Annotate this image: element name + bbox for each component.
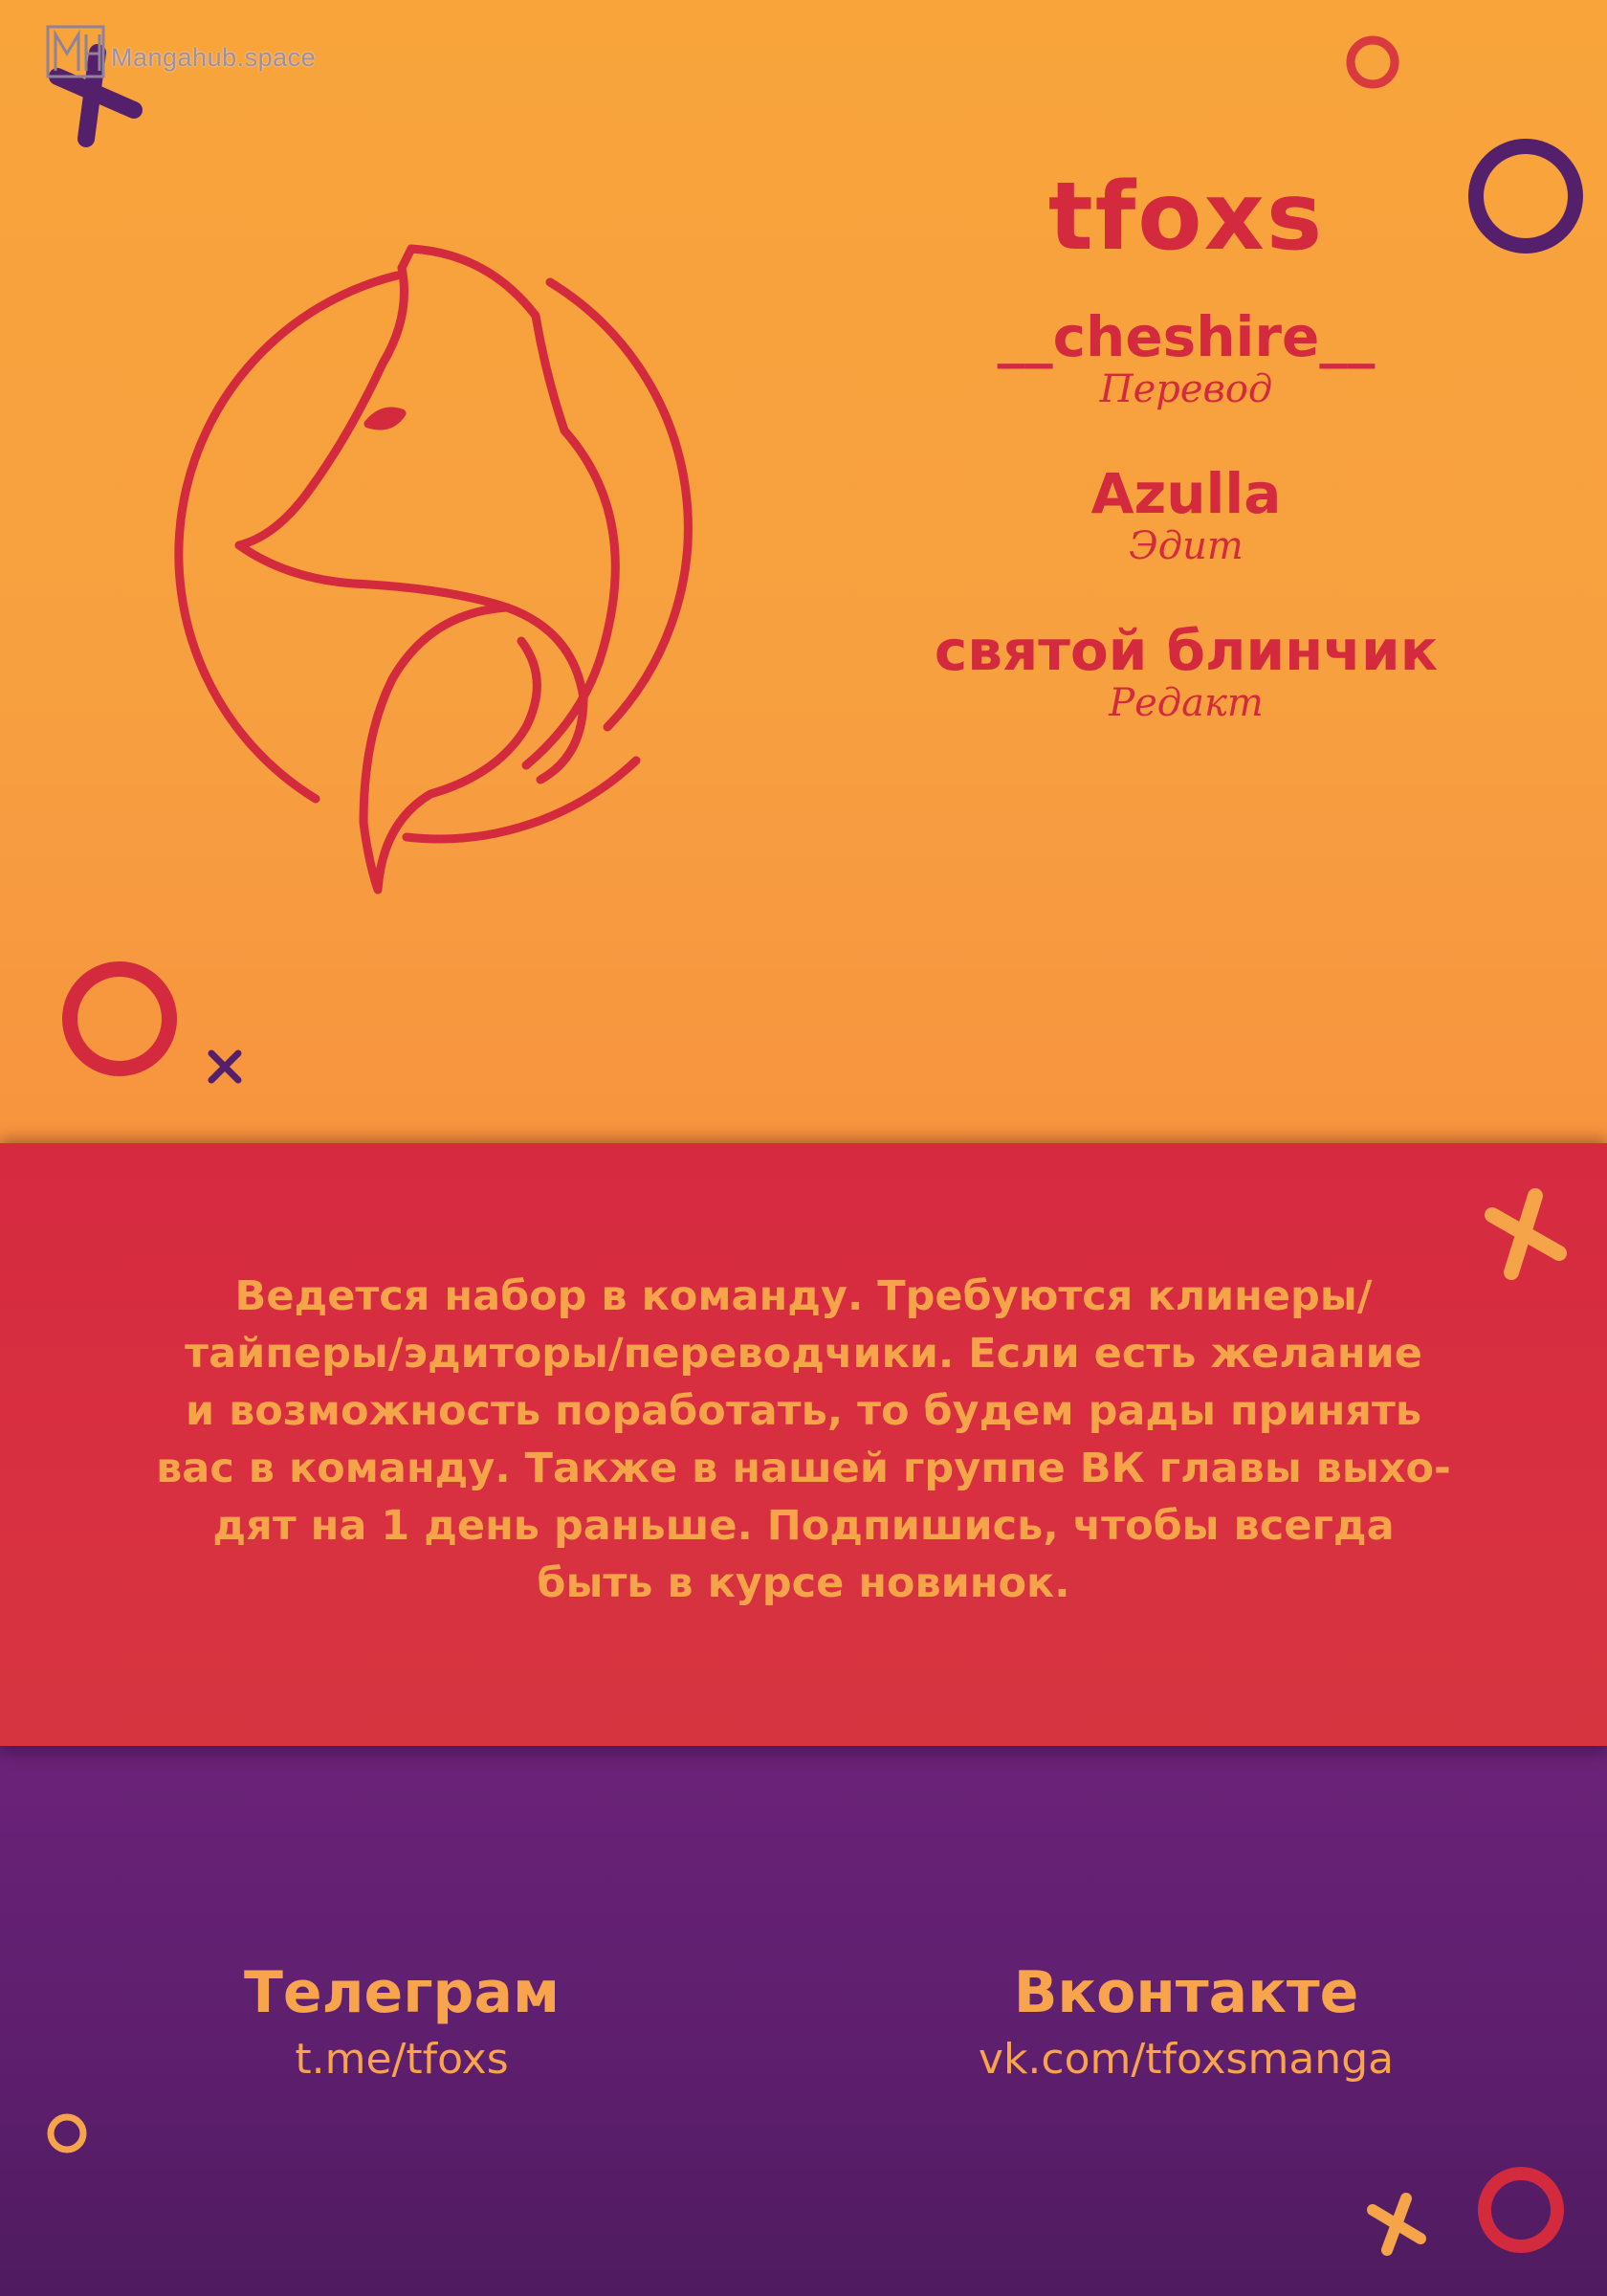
- large-ring-decoration: [1459, 129, 1593, 263]
- telegram-contact: [182, 1961, 622, 2086]
- recruitment-line: Ведется набор в команду. Требуются клинеры/: [234, 1272, 1373, 1320]
- cross-decoration-right: [1478, 1186, 1574, 1282]
- fox-head-icon: [143, 230, 746, 899]
- recruitment-line: тайперы/эдиторы/переводчики. Если есть желание: [185, 1330, 1422, 1378]
- ring-decoration-left: [53, 952, 187, 1086]
- credit-entry-redactor: [899, 617, 1473, 726]
- vk-contact: [899, 1961, 1473, 2086]
- credit-entry-translator: [899, 304, 1473, 412]
- recruitment-line: вас в команду. Также в нашей группе ВК главы выхо-: [156, 1445, 1451, 1492]
- credits-block: [899, 163, 1473, 726]
- recruitment-text: [124, 1268, 1483, 1612]
- telegram-link[interactable]: t.me/tfoxs: [295, 2035, 509, 2084]
- watermark: [46, 21, 316, 80]
- recruitment-line: дят на 1 день раньше. Подпишись, чтобы всегда: [212, 1502, 1395, 1550]
- cross-decoration-bottom: [1363, 2191, 1430, 2258]
- watermark-text: Mangahub.space: [111, 42, 317, 72]
- vk-link[interactable]: vk.com/tfoxsmanga: [978, 2035, 1395, 2084]
- member-role: Редакт: [1109, 680, 1264, 725]
- credit-entry-editor: [899, 460, 1473, 569]
- member-role: Эдит: [1129, 523, 1244, 568]
- cross-decoration-small: [206, 1048, 244, 1086]
- member-name: Azulla: [1090, 460, 1282, 526]
- vk-title: Вконтакте: [1013, 1959, 1359, 2026]
- recruitment-line: и возможность поработать, то будем рады принять: [185, 1387, 1422, 1435]
- ring-decoration-bottom-right: [1468, 2157, 1574, 2263]
- team-name: tfoxs: [1047, 163, 1325, 272]
- member-name: __cheshire__: [997, 304, 1376, 369]
- telegram-title: Телеграм: [243, 1959, 561, 2026]
- member-role: Перевод: [1099, 366, 1273, 411]
- small-ring-decoration: [1339, 29, 1406, 96]
- member-name: святой блинчик: [934, 617, 1439, 683]
- mh-logo-icon: [46, 21, 105, 80]
- recruitment-line: быть в курсе новинок.: [537, 1559, 1070, 1607]
- ring-decoration-bottom-left: [43, 2109, 91, 2157]
